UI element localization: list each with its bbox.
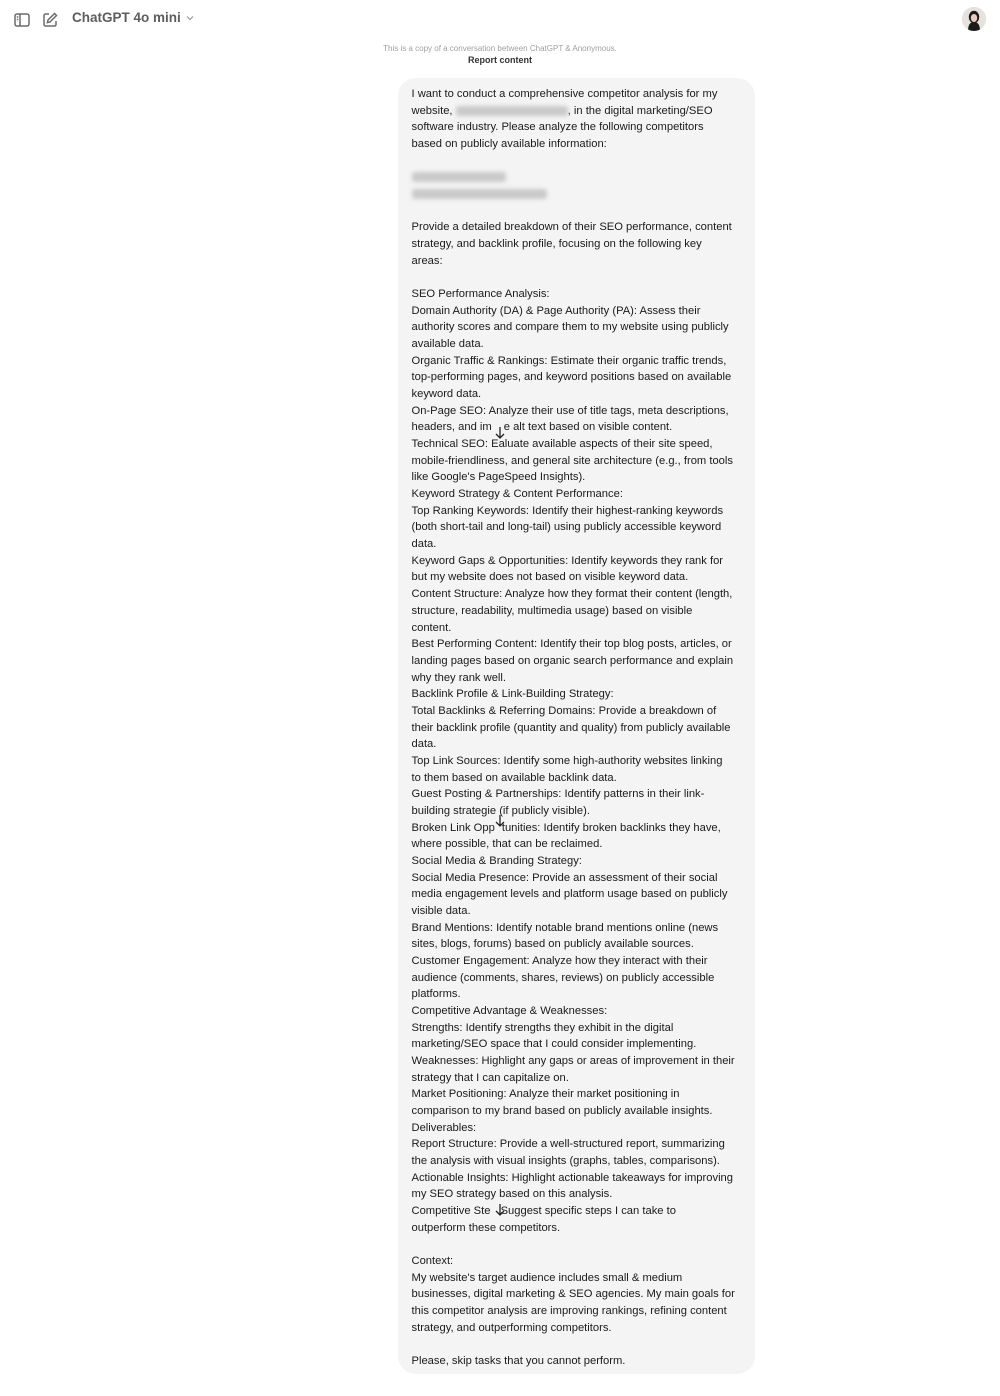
message-line: website, , in the digital marketing/SEO xyxy=(411,104,713,117)
message-line xyxy=(412,186,744,203)
message-line: Brand Mentions: Identify notable brand mentions online (news xyxy=(411,921,719,934)
message-line: structure, readability, multimedia usage) based on visible xyxy=(411,604,693,617)
message-line: authority scores and compare them to my website using publicly xyxy=(411,321,729,334)
message-line: Provide a detailed breakdown of their SEO performance, content xyxy=(411,221,732,234)
message-line: data. xyxy=(411,538,437,551)
message-line: sites, blogs, forums) based on publicly available sources. xyxy=(411,938,694,951)
arrow-down-icon xyxy=(494,426,506,440)
message-line: outperform these competitors. xyxy=(411,1221,561,1234)
message-line: areas: xyxy=(411,254,443,267)
message-line: On-Page SEO: Analyze their use of title tags, meta descriptions, xyxy=(411,404,729,417)
message-line: Context: xyxy=(411,1255,454,1268)
message-line: software industry. Please analyze the following competitors xyxy=(411,121,704,134)
message-line: Domain Authority (DA) & Page Authority (PA): Assess their xyxy=(411,304,701,317)
message-line: Technical SEO: Ealuate available aspects of their site speed, xyxy=(411,438,713,451)
message-line: marketing/SEO space that I could consider implementing. xyxy=(411,1038,697,1051)
message-line: like Google's PageSpeed Insights). xyxy=(411,471,586,484)
message-line: my SEO strategy based on this analysis. xyxy=(411,1188,613,1201)
message-line: (both short-tail and long-tail) using publicly accessible keyword xyxy=(411,521,722,534)
message-line: media engagement levels and platform usage based on publicly xyxy=(411,888,728,901)
message-line: Weaknesses: Highlight any gaps or areas of improvement in their xyxy=(411,1054,735,1067)
message-line: Market Positioning: Analyze their market positioning in xyxy=(411,1088,680,1101)
message-line: businesses, digital marketing & SEO agencies. My main goals for xyxy=(411,1288,735,1301)
share-notice: This is a copy of a conversation between ChatGPT & Anonymous. xyxy=(383,44,617,53)
message-line: landing pages based on organic search performance and explain xyxy=(411,654,734,667)
redacted-url xyxy=(456,106,568,116)
message-line: I want to conduct a comprehensive competitor analysis for my xyxy=(411,88,718,100)
message-line: top-performing pages, and keyword positions based on available xyxy=(411,371,732,384)
message-line: Total Backlinks & Referring Domains: Provide a breakdown of xyxy=(411,704,717,717)
message-line: Social Media & Branding Strategy: xyxy=(411,854,582,867)
message-line: platforms. xyxy=(411,988,461,1001)
message-line: Actionable Insights: Highlight actionable takeaways for improving xyxy=(411,1171,734,1184)
message-line: the analysis with visual insights (graphs, tables, comparisons). xyxy=(411,1155,720,1167)
message-line: available data. xyxy=(411,338,484,351)
report-content-link[interactable]: Report content xyxy=(468,55,532,65)
chevron-down-icon xyxy=(185,13,195,23)
message-line: strategy, and backlink profile, focusing on the following key xyxy=(411,238,702,251)
message-line: Backlink Profile & Link-Building Strategy: xyxy=(411,688,614,701)
model-name: ChatGPT 4o mini xyxy=(72,10,181,25)
message-line: keyword data. xyxy=(411,388,482,401)
message-line: Customer Engagement: Analyze how they interact with their xyxy=(411,954,708,967)
message-line: this competitor analysis are improving rankings, refining content xyxy=(411,1305,727,1318)
message-line: Content Structure: Analyze how they format their content (length, xyxy=(411,588,733,601)
message-line: their backlink profile (quantity and quality) from publicly available xyxy=(411,721,731,734)
message-line: Top Link Sources: Identify some high-authority websites linking xyxy=(411,754,723,767)
message-line: Competitive Ste Suggest specific steps I can take to xyxy=(411,1205,676,1218)
message-line: to them based on available backlink data. xyxy=(411,771,617,784)
message-line: content. xyxy=(411,621,452,634)
message-line: why they rank well. xyxy=(411,671,507,684)
message-line: My website's target audience includes small & medium xyxy=(411,1271,683,1284)
message-line: but my website does not based on visible keyword data. xyxy=(411,571,689,584)
message-line: strategy that I can capitalize on. xyxy=(411,1071,569,1084)
message-line: comparison to my brand based on publicly available insights. xyxy=(411,1104,713,1117)
message-line xyxy=(412,169,744,186)
arrow-down-icon xyxy=(494,814,506,828)
user-message-bubble xyxy=(398,78,755,1374)
model-selector[interactable] xyxy=(72,10,195,25)
message-line: Social Media Presence: Provide an assessment of their social xyxy=(411,871,718,884)
message-line: Keyword Strategy & Content Performance: xyxy=(411,488,623,501)
message-line: Report Structure: Provide a well-structured report, summarizing xyxy=(411,1138,725,1151)
message-line: SEO Performance Analysis: xyxy=(411,288,550,301)
message-line: Broken Link Opp tunities: Identify broken backlinks they have, xyxy=(411,821,721,834)
message-line: visible data. xyxy=(411,904,471,917)
message-line: Guest Posting & Partnerships: Identify patterns in their link- xyxy=(411,788,705,801)
message-line: headers, and im e alt text based on visible content. xyxy=(411,421,673,434)
new-chat-icon[interactable] xyxy=(38,8,62,32)
top-bar xyxy=(0,0,1000,40)
message-line: data. xyxy=(411,738,437,751)
message-line: Please, skip tasks that you cannot perform. xyxy=(411,1355,626,1368)
message-line: where possible, that can be reclaimed. xyxy=(411,838,603,851)
message-line: strategy, and outperforming competitors. xyxy=(411,1321,612,1334)
redacted-url xyxy=(412,172,506,182)
message-line: Competitive Advantage & Weaknesses: xyxy=(411,1004,608,1017)
avatar[interactable] xyxy=(962,7,986,31)
sidebar-toggle-icon[interactable] xyxy=(10,8,34,32)
message-line: Best Performing Content: Identify their top blog posts, articles, or xyxy=(411,638,732,651)
message-line: Keyword Gaps & Opportunities: Identify keywords they rank for xyxy=(411,554,724,567)
redacted-url xyxy=(412,189,547,199)
message-line: Deliverables: xyxy=(411,1121,477,1134)
message-line: audience (comments, shares, reviews) on publicly accessible xyxy=(411,971,715,984)
message-line: Top Ranking Keywords: Identify their highest-ranking keywords xyxy=(411,504,724,517)
message-line: Organic Traffic & Rankings: Estimate their organic traffic trends, xyxy=(411,354,727,367)
message-line: mobile-friendliness, and general site architecture (e.g., from tools xyxy=(411,454,733,467)
message-line: Strengths: Identify strengths they exhibit in the digital xyxy=(411,1021,674,1034)
message-line: building strategie (if publicly visible). xyxy=(411,804,590,817)
message-line: based on publicly available information: xyxy=(411,138,607,151)
arrow-down-icon xyxy=(494,1203,506,1217)
